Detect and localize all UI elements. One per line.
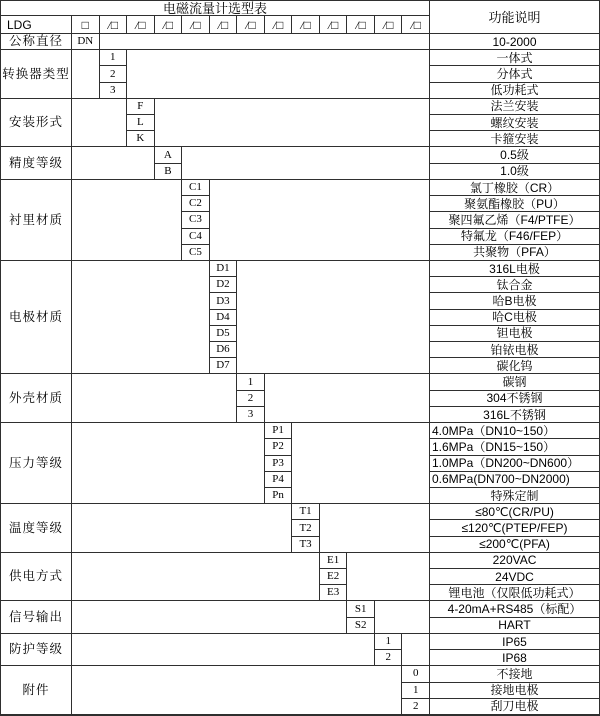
spacer [347,553,430,602]
option-description: IP65 [430,634,599,650]
spacer [72,261,210,375]
model-slot-box: /□ [210,16,238,34]
option-description: 刮刀电极 [430,699,599,715]
model-slot-box: /□ [155,16,183,34]
option-description: 氯丁橡胶（CR） [430,180,599,196]
option-code: 2 [100,66,128,82]
option-code: 0 [402,666,430,682]
function-column-header: 功能说明 [430,1,599,34]
option-code: 1 [237,374,265,390]
option-description: 碳化钨 [430,358,599,374]
option-description: 1.0MPa（DN200~DN600） [430,456,599,472]
spacer [292,423,430,504]
option-code: P2 [265,439,293,455]
group-label: 安装形式 [1,99,72,148]
option-code: B [155,164,183,180]
option-description: ≤80℃(CR/PU) [430,504,599,520]
option-code: L [127,115,155,131]
option-description: 哈B电极 [430,293,599,309]
option-description: 低功耗式 [430,83,599,99]
option-description: 钽电极 [430,326,599,342]
spacer [72,553,320,602]
option-description: 特殊定制 [430,488,599,504]
spacer [72,666,402,715]
option-code: D5 [210,326,238,342]
group-label: 温度等级 [1,504,72,553]
option-code: 1 [375,634,403,650]
group-label: 供电方式 [1,553,72,602]
option-description: 共聚物（PFA） [430,245,599,261]
spacer [402,634,430,666]
option-description: 220VAC [430,553,599,569]
option-code: D2 [210,277,238,293]
spacer [72,374,237,423]
option-code: C2 [182,196,210,212]
option-code: E2 [320,569,348,585]
option-code: T2 [292,520,320,536]
option-description: 法兰安装 [430,99,599,115]
option-description: 304不锈钢 [430,391,599,407]
option-code: T1 [292,504,320,520]
spacer [72,180,182,261]
model-slot-box: /□ [375,16,403,34]
option-code: 3 [237,407,265,423]
group-label: 防护等级 [1,634,72,666]
model-slot-box: /□ [320,16,348,34]
table-title: 电磁流量计选型表 [1,1,430,16]
option-description: 0.5级 [430,147,599,163]
option-description: 聚氨酯橡胶（PU） [430,196,599,212]
option-code: K [127,131,155,147]
group-label: 衬里材质 [1,180,72,261]
model-slot-box: /□ [292,16,320,34]
option-description: 不接地 [430,666,599,682]
model-slot-box: /□ [347,16,375,34]
option-code: S2 [347,618,375,634]
option-code: 2 [402,699,430,715]
option-description: 一体式 [430,50,599,66]
option-description: ≤200℃(PFA) [430,537,599,553]
spacer [72,99,127,148]
option-code: D4 [210,310,238,326]
option-code: Pn [265,488,293,504]
group-label: 外壳材质 [1,374,72,423]
option-description: 4.0MPa（DN10~150） [430,423,599,439]
option-code: E3 [320,585,348,601]
option-code: F [127,99,155,115]
option-description: 0.6MPa(DN700~DN2000) [430,472,599,488]
option-code: 1 [100,50,128,66]
option-description: HART [430,618,599,634]
option-description: 铂铱电极 [430,342,599,358]
option-code: E1 [320,553,348,569]
option-description: 接地电极 [430,683,599,699]
option-description: 10-2000 [430,34,599,50]
option-description: 钛合金 [430,277,599,293]
option-code: C4 [182,229,210,245]
option-description: 1.0级 [430,164,599,180]
model-prefix: LDG [1,16,72,34]
option-description: 哈C电极 [430,310,599,326]
group-label: 附件 [1,666,72,715]
option-code-dn: DN [72,34,100,50]
option-description: 聚四氟乙烯（F4/PTFE） [430,212,599,228]
option-code: D3 [210,293,238,309]
option-code: 1 [402,683,430,699]
model-slot-box: /□ [182,16,210,34]
option-description: 碳钢 [430,374,599,390]
option-description: 分体式 [430,66,599,82]
option-code: 2 [237,391,265,407]
group-label-diameter: 公称直径 [1,34,72,50]
option-description: 锂电池（仅限低功耗式） [430,585,599,601]
option-code: D6 [210,342,238,358]
option-code: T3 [292,537,320,553]
spacer [182,147,430,179]
option-code: D1 [210,261,238,277]
option-code: P3 [265,456,293,472]
option-code: P4 [265,472,293,488]
group-label: 转换器类型 [1,50,72,99]
option-code: 3 [100,83,128,99]
group-label: 精度等级 [1,147,72,179]
group-label: 电极材质 [1,261,72,375]
spacer [72,50,100,99]
option-description: 4-20mA+RS485（标配） [430,601,599,617]
spacer [210,180,430,261]
option-description: 24VDC [430,569,599,585]
option-code: D7 [210,358,238,374]
model-slot-box: /□ [237,16,265,34]
spacer [155,99,430,148]
spacer [265,374,430,423]
option-code: S1 [347,601,375,617]
spacer [127,50,430,99]
spacer [72,147,155,179]
option-code: A [155,147,183,163]
option-code: C1 [182,180,210,196]
option-code: C5 [182,245,210,261]
option-code: P1 [265,423,293,439]
option-description: 螺纹安装 [430,115,599,131]
option-description: 316L不锈钢 [430,407,599,423]
model-slot-box: /□ [127,16,155,34]
model-slot-box: /□ [100,16,128,34]
option-description: ≤120℃(PTEP/FEP) [430,520,599,536]
spacer [72,634,375,666]
option-description: IP68 [430,650,599,666]
group-label: 信号输出 [1,601,72,633]
spacer [72,601,347,633]
model-first-box: □ [72,16,100,34]
spacer [320,504,430,553]
option-description: 特氟龙（F46/FEP） [430,229,599,245]
option-code: C3 [182,212,210,228]
spacer [72,423,265,504]
option-description: 1.6MPa（DN15~150） [430,439,599,455]
spacer [72,504,292,553]
spacer [100,34,430,50]
model-slot-box: /□ [402,16,430,34]
spacer [375,601,430,633]
model-slot-box: /□ [265,16,293,34]
spacer [237,261,430,375]
option-description: 卡箍安装 [430,131,599,147]
option-code: 2 [375,650,403,666]
group-label: 压力等级 [1,423,72,504]
option-description: 316L电极 [430,261,599,277]
